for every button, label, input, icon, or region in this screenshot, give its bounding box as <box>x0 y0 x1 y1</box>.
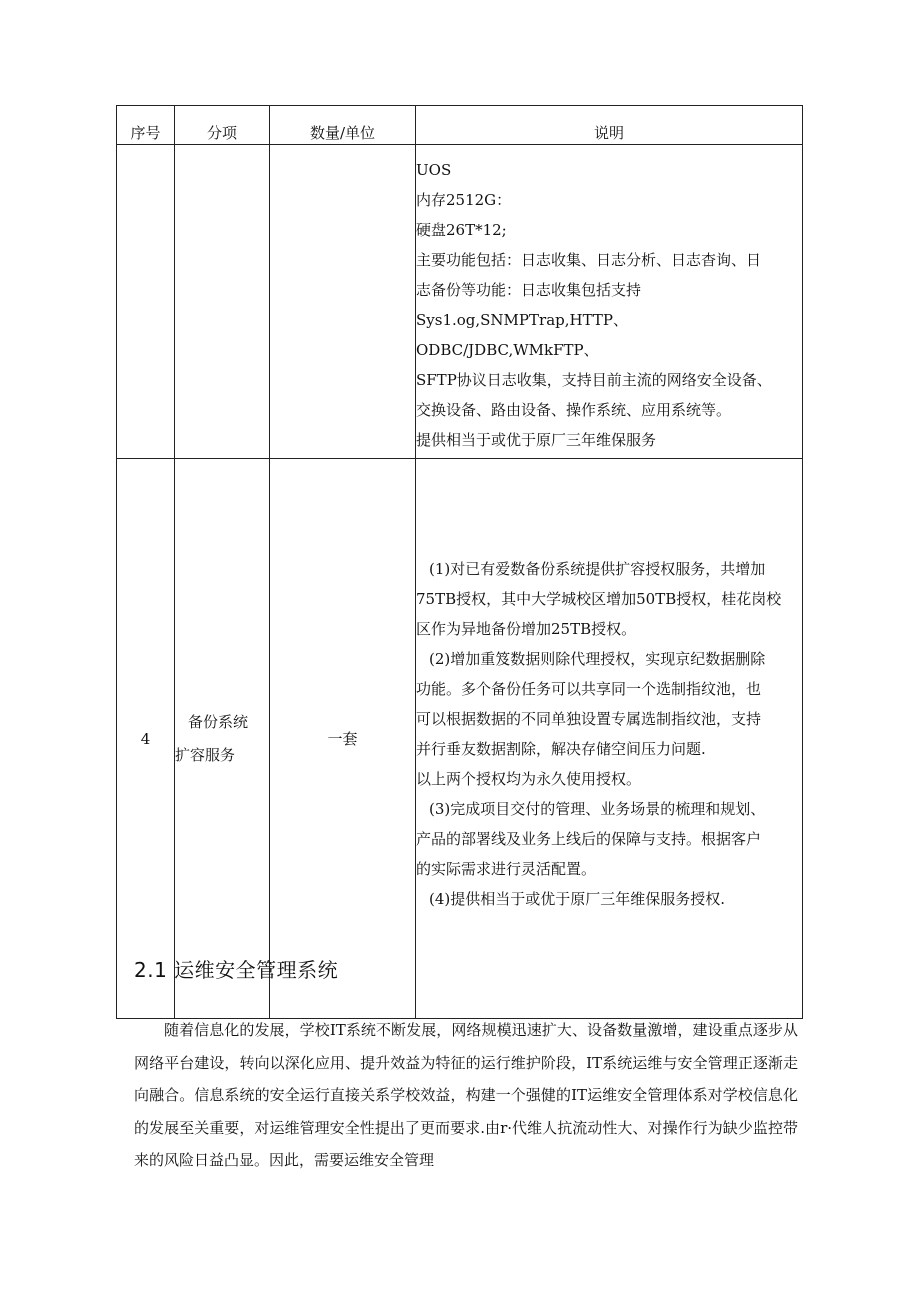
spec-table <box>116 105 803 1019</box>
row2-desc-line: (2)增加重笈数据则除代理授权，实现京纪数据删除 <box>429 650 766 668</box>
table-header-row <box>117 106 803 145</box>
row2-desc-line: (4)提供相当于或优于原厂三年维保服务授权. <box>429 890 726 908</box>
row1-desc-line: 交换设备、路由设备、操作系统、应用系统等。 <box>416 401 732 419</box>
row1-item <box>175 145 270 459</box>
table-row <box>117 145 803 459</box>
row1-desc-line: 提供相当于或优于原厂三年维保服务 <box>416 431 657 449</box>
header-desc: 说明 <box>416 106 803 145</box>
section-heading: 2.1 运维安全管理系统 <box>134 958 339 982</box>
row1-desc-line: 硬盘26T*12; <box>416 221 507 239</box>
header-item: 分项 <box>175 106 270 145</box>
row1-desc-line: 内存2512G： <box>416 191 512 209</box>
row2-desc-line: 75TB授权，其中大学城校区增加50TB授权，桂花岗校 <box>416 590 782 608</box>
row2-desc-line: 产品的部署线及业务上线后的保障与支持。根据客户 <box>416 830 762 848</box>
row1-no <box>117 145 175 459</box>
row1-description <box>416 145 803 459</box>
row2-description <box>416 459 803 1019</box>
row2-desc-line: (1)对已有爱数备份系统提供扩容授权服务，共增加 <box>429 560 766 578</box>
row2-item-line1: 备份系统 <box>188 712 249 731</box>
row2-desc-line: 可以根据数据的不同单独设置专属选制指纹池，支持 <box>416 710 762 728</box>
row2-desc-line: 的实际需求进行灵活配置。 <box>416 860 597 878</box>
header-no: 序号 <box>117 106 175 145</box>
row1-desc-line: Sys1.og,SNMPTrap,HTTP、ODBC/JDBC,WMkFTP、 <box>416 311 628 359</box>
row1-qty <box>270 145 416 459</box>
row2-no: 4 <box>117 459 175 1019</box>
row2-desc-line: 功能。多个备份任务可以共享同一个选制指纹池，也 <box>416 680 762 698</box>
row1-desc-line: 志备份等功能：日志收集包括支持 <box>416 281 642 299</box>
row1-desc-line: 主要功能包括：日志收集、日志分析、日志杳询、日 <box>416 251 762 269</box>
row1-desc-line: UOS <box>416 161 452 179</box>
header-qty: 数量/单位 <box>270 106 416 145</box>
row2-qty: 一套 <box>270 459 416 1019</box>
table-row <box>117 459 803 1019</box>
row2-item <box>175 459 270 1019</box>
row2-desc-line: 区作为异地备份增加25TB授权。 <box>416 620 637 638</box>
section-paragraph: 随着信息化的发展，学校IT系统不断发展，网络规模迅速扩大、设备数量激增，建设重点逐步从网络平台建设，转向以深化应用、提升效益为特征的运行维护阶段，IT系统运维与安全管理正逐渐走向融合。信息系统的安全运行直接关系学校效益，构建一个强健的IT运维安全管理体系对学校信息化的发展至关重要，对运维管理安全性提出了更而要求.由r·代维人抗流动性大、对操作行为缺少监控带来的风险日益凸显。因此，需要运维安全管理 <box>134 1021 798 1169</box>
row2-desc-line: 以上两个授权均为永久使用授权。 <box>416 770 642 788</box>
row1-desc-line: SFTP协议日志收集，支持目前主流的网络安全设备、 <box>416 371 772 389</box>
row2-desc-line: (3)完成项目交付的管理、业务场景的梳理和规划、 <box>429 800 766 818</box>
row2-desc-line: 并行垂友数据割除，解决存储空间压力问题. <box>416 740 706 758</box>
row2-item-line2: 扩容服务 <box>175 745 236 764</box>
